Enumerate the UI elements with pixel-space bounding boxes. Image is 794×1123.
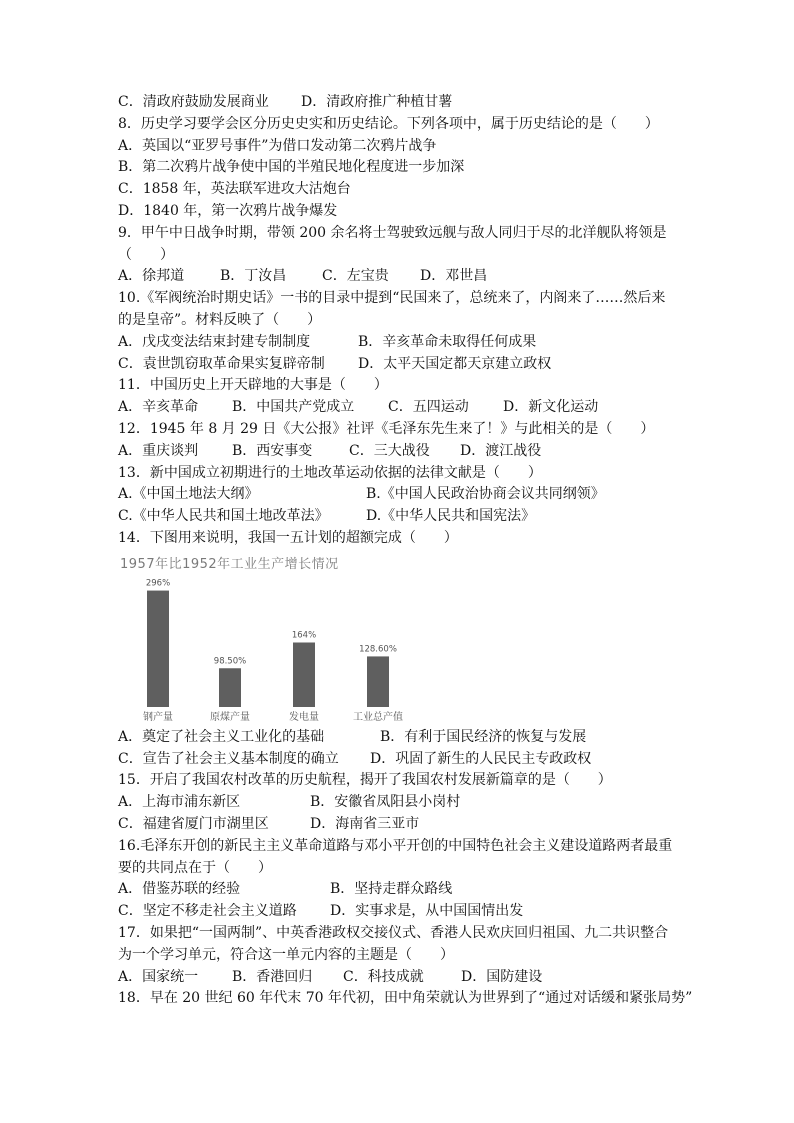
q8-option-d: D．1840 年，第一次鸦片战争爆发 xyxy=(118,202,338,219)
exam-page xyxy=(118,92,693,1010)
q11-option-c: C．五四运动 xyxy=(388,399,469,416)
q13-option-b: B.《中国人民政治协商会议共同纲领》 xyxy=(366,486,605,503)
q10-option-b: B．辛亥革命未取得任何成果 xyxy=(358,333,537,350)
q7-options-row xyxy=(118,92,688,114)
q15-option-c: C．福建省厦门市湖里区 xyxy=(118,815,269,832)
q14-option-a: A．奠定了社会主义工业化的基础 xyxy=(118,728,325,745)
q13-option-a: A.《中国土地法大纲》 xyxy=(118,486,259,503)
q8-option-b: B．第二次鸦片战争使中国的半殖民地化程度进一步加深 xyxy=(118,159,465,176)
chart-bar-2 xyxy=(293,642,315,707)
chart-plot xyxy=(118,575,418,725)
q14-bar-chart xyxy=(118,553,418,725)
q10-stem: 10.《军阀统治时期史话》一书的目录中提到“民国来了，总统来了，内阁来了……然后来 xyxy=(118,290,666,307)
chart-bar-3 xyxy=(367,656,389,707)
chart-category-label-2: 发电量 xyxy=(289,711,319,723)
chart-value-label-3: 128.60% xyxy=(359,644,397,655)
q13-options-row-2 xyxy=(118,506,688,528)
q16-option-a: A．借鉴苏联的经验 xyxy=(118,881,241,898)
q15-options-row-1 xyxy=(118,792,688,814)
q7-option-c: C．清政府鼓励发展商业 xyxy=(118,94,269,110)
q12-option-a: A．重庆谈判 xyxy=(118,442,199,459)
chart-bar-1 xyxy=(219,668,241,707)
q12-option-b: B．西安事变 xyxy=(232,442,313,459)
q9-option-a: A．徐邦道 xyxy=(118,268,185,285)
q13-option-c: C.《中华人民共和国土地改革法》 xyxy=(118,508,329,525)
q15-stem: 15．开启了我国农村改革的历史航程，揭开了我国农村发展新篇章的是（ ） xyxy=(118,772,612,789)
q16-option-d: D．实事求是，从中国国情出发 xyxy=(330,903,524,920)
q9-option-c: C．左宝贵 xyxy=(322,268,389,285)
q17-option-c: C．科技成就 xyxy=(343,968,424,985)
q15-option-a: A．上海市浦东新区 xyxy=(118,794,241,811)
q10-stem-cont: 的是皇帝”。材料反映了（ ） xyxy=(118,311,322,328)
chart-category-label-0: 钢产量 xyxy=(143,711,173,723)
chart-category-label-1: 原煤产量 xyxy=(210,711,250,723)
q18-stem: 18．早在 20 世纪 60 年代末 70 年代初，田中角荣就认为世界到了“通过对话缓和紧张局势” xyxy=(118,990,693,1007)
q13-option-d: D.《中华人民共和国宪法》 xyxy=(366,508,536,525)
q8-option-c: C．1858 年，英法联军进攻大沽炮台 xyxy=(118,181,351,198)
q17-option-b: B．香港回归 xyxy=(232,968,313,985)
chart-category-label-3: 工业总产值 xyxy=(353,711,403,723)
chart-value-label-2: 164% xyxy=(291,630,317,641)
q15-option-b: B．安徽省凤阳县小岗村 xyxy=(310,794,461,811)
q9-option-b: B．丁汝昌 xyxy=(220,268,287,285)
q14-option-b: B．有利于国民经济的恢复与发展 xyxy=(380,728,587,745)
q10-options-row-2 xyxy=(118,354,688,376)
q11-option-d: D．新文化运动 xyxy=(503,399,599,416)
q12-options-row xyxy=(118,441,688,463)
q10-option-c: C．袁世凯窃取革命果实复辟帝制 xyxy=(118,355,325,372)
q14-stem: 14．下图用来说明，我国一五计划的超额完成（ ） xyxy=(118,529,458,546)
q8-option-a: A．英国以“亚罗号事件”为借口发动第二次鸦片战争 xyxy=(118,137,437,154)
q11-options-row xyxy=(118,397,688,419)
q12-stem: 12．1945 年 8 月 29 日《大公报》社评《毛泽东先生来了！》与此相关的是（ ） xyxy=(118,420,655,437)
q8-stem: 8．历史学习要学会区分历史史实和历史结论。下列各项中，属于历史结论的是（ ） xyxy=(118,115,659,132)
q7-option-d: D．清政府推广种植甘薯 xyxy=(301,94,453,110)
q14-options-row-2 xyxy=(118,749,688,771)
q12-option-d: D．渡江战役 xyxy=(460,442,542,459)
q14-option-d: D．巩固了新生的人民民主专政政权 xyxy=(370,750,592,767)
chart-bar-0 xyxy=(147,590,169,706)
q14-option-c: C．宣告了社会主义基本制度的确立 xyxy=(118,750,339,767)
q15-option-d: D．海南省三亚市 xyxy=(310,815,420,832)
q11-option-b: B．中国共产党成立 xyxy=(232,399,355,416)
q9-stem-cont: （ ） xyxy=(118,246,174,263)
q13-stem: 13．新中国成立初期进行的土地改革运动依据的法律文献是（ ） xyxy=(118,464,542,481)
q13-options-row-1 xyxy=(118,484,688,506)
q10-options-row-1 xyxy=(118,332,688,354)
q17-option-d: D．国防建设 xyxy=(461,968,543,985)
q17-stem: 17．如果把“一国两制”、中英香港政权交接仪式、香港人民欢庆回归祖国、九二共识整合 xyxy=(118,924,669,941)
chart-title: 1957年比1952年工业生产增长情况 xyxy=(120,556,339,572)
q9-option-d: D．邓世昌 xyxy=(420,268,488,285)
q16-options-row-1 xyxy=(118,879,688,901)
q15-options-row-2 xyxy=(118,814,688,836)
q17-option-a: A．国家统一 xyxy=(118,968,199,985)
q9-options-row xyxy=(118,266,688,288)
q16-stem-cont: 要的共同点在于（ ） xyxy=(118,859,272,876)
q11-stem: 11．中国历史上开天辟地的大事是（ ） xyxy=(118,377,388,394)
q9-stem: 9．甲午中日战争时期，带领 200 余名将士驾驶致远舰与敌人同归于尽的北洋舰队将领是 xyxy=(118,224,667,241)
q17-options-row xyxy=(118,967,688,989)
q10-option-d: D．太平天国定都天京建立政权 xyxy=(358,355,552,372)
q16-stem: 16.毛泽东开创的新民主主义革命道路与邓小平开创的中国特色社会主义建设道路两者最重 xyxy=(118,837,673,854)
chart-value-label-1: 98.50% xyxy=(213,655,247,666)
q12-option-c: C．三大战役 xyxy=(349,442,430,459)
q14-options-row-1 xyxy=(118,727,688,749)
q10-option-a: A．戊戌变法结束封建专制制度 xyxy=(118,333,311,350)
q11-option-a: A．辛亥革命 xyxy=(118,399,199,416)
chart-value-label-0: 296% xyxy=(145,578,171,589)
q16-options-row-2 xyxy=(118,901,688,923)
q16-option-c: C．坚定不移走社会主义道路 xyxy=(118,903,297,920)
q16-option-b: B．坚持走群众路线 xyxy=(330,881,453,898)
q17-stem-cont: 为一个学习单元，符合这一单元内容的主题是（ ） xyxy=(118,946,454,963)
